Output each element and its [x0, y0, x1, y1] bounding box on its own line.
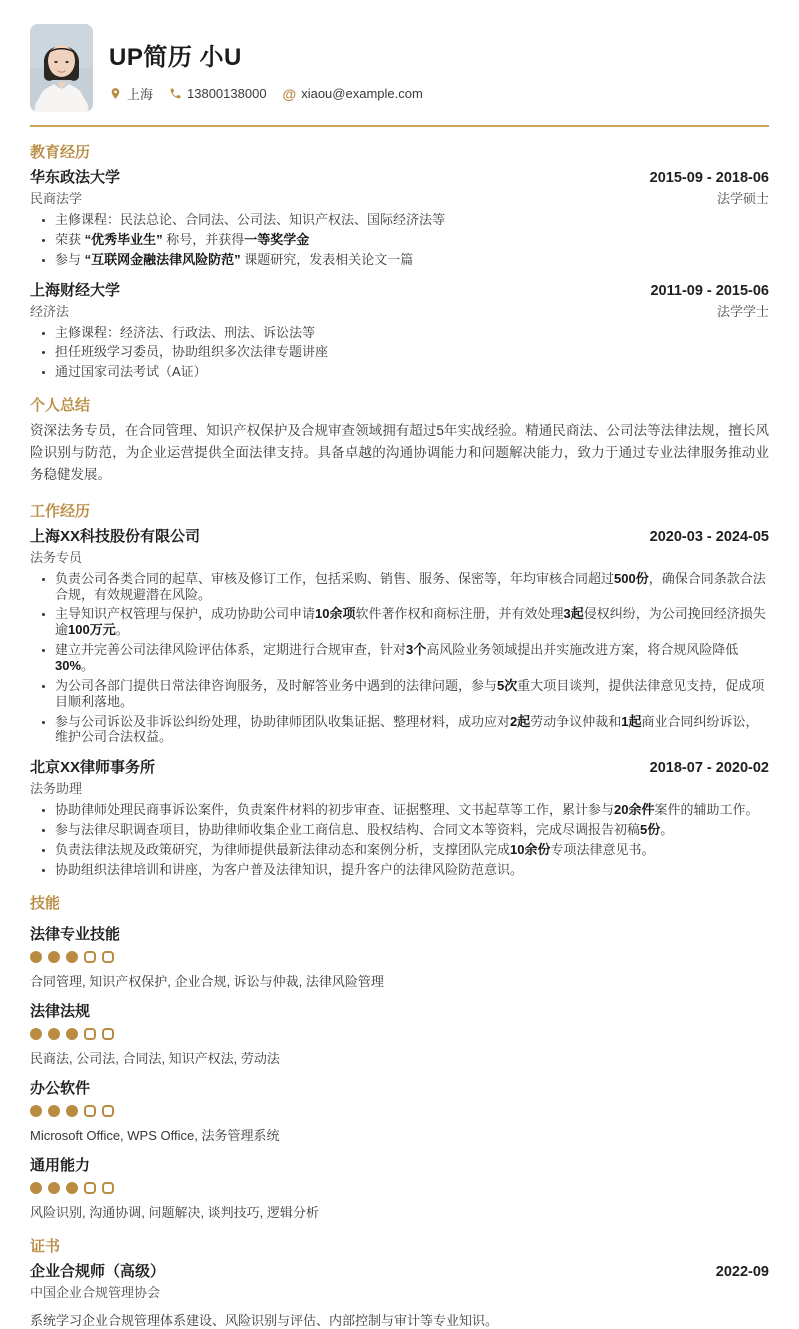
bullet-list	[30, 802, 769, 877]
bullet-text: 。	[660, 822, 674, 838]
contact-location	[109, 84, 153, 103]
section-title-skills: 技能	[30, 894, 61, 912]
skill-dot-filled-icon	[66, 1105, 78, 1117]
work-entries	[30, 525, 769, 878]
skill-dot-filled-icon	[66, 1182, 78, 1194]
skill-dot-empty-icon	[102, 951, 114, 963]
bullet-text: 为公司各部门提供日常法律咨询服务，及时解答业务中遇到的法律问题，参与	[55, 677, 498, 693]
skill-group	[30, 1077, 769, 1144]
section-summary	[30, 394, 769, 486]
entry-date: 2018-07 - 2020-02	[649, 760, 769, 777]
entry-subtitle: 中国企业合规管理协会	[30, 1284, 161, 1300]
education-entries	[30, 166, 769, 380]
bullet-item	[55, 571, 769, 603]
contact-phone	[169, 86, 267, 101]
entry-subtitle: 经济法	[30, 303, 70, 319]
skill-name: 法律专业技能	[30, 925, 121, 943]
bullet-list	[30, 325, 769, 381]
section-title-summary: 个人总结	[30, 397, 91, 415]
entry-title: 上海财经大学	[30, 281, 121, 299]
entry-head	[30, 279, 769, 300]
bullet-text: 协助组织法律培训和讲座，为客户普及法律知识，提升客户的法律风险防范意识。	[55, 861, 524, 877]
bullet-text: 。	[115, 622, 129, 638]
bullet-list	[30, 212, 769, 268]
experience-entry	[30, 166, 769, 268]
skill-level-indicator	[30, 951, 769, 963]
entry-subtitle-row	[30, 188, 769, 207]
entry-subtitle: 法务专员	[30, 549, 83, 565]
skill-name: 法律法规	[30, 1002, 91, 1020]
skill-dot-filled-icon	[48, 1182, 60, 1194]
entry-subtitle-row	[30, 547, 769, 566]
bullet-item	[55, 252, 769, 268]
contact-email	[283, 86, 423, 101]
bullet-item	[55, 862, 769, 878]
bullet-text: 专项法律意见书。	[550, 842, 655, 858]
experience-entry	[30, 756, 769, 877]
bullet-text: ，确保合同条款合法合规，有效规避潜在风险。	[55, 570, 766, 602]
bullet-highlight: “优秀毕业生”	[84, 231, 163, 247]
skill-dot-filled-icon	[30, 1182, 42, 1194]
skill-dot-empty-icon	[84, 1105, 96, 1117]
skill-dot-empty-icon	[84, 1182, 96, 1194]
bullet-highlight: “互联网金融法律风险防范”	[84, 251, 241, 267]
entry-subtitle-row	[30, 778, 769, 797]
bullet-item	[55, 822, 769, 838]
bullet-item	[55, 842, 769, 858]
contact-row	[109, 84, 423, 103]
location-pin-icon	[109, 87, 122, 100]
entry-subtitle: 民商法学	[30, 191, 83, 206]
phone-icon	[169, 87, 182, 100]
bullet-text: 课题研究，发表相关论文一篇	[240, 251, 414, 267]
section-certificates	[30, 1235, 769, 1329]
skill-dot-filled-icon	[66, 951, 78, 963]
skill-dot-filled-icon	[30, 951, 42, 963]
skill-group	[30, 1154, 769, 1221]
skill-dot-filled-icon	[66, 1028, 78, 1040]
bullet-text: 参与	[55, 251, 85, 267]
entry-subtitle-row	[30, 301, 769, 320]
bullet-text: 高风险业务领域提出并实施改进方案，将合规风险降低	[426, 642, 739, 658]
bullet-text: 参与法律尽职调查项目，协助律师收集企业工商信息、股权结构、合同文本等资料，完成尽调报告初稿	[55, 822, 641, 838]
bullet-item	[55, 325, 769, 341]
entry-title: 北京XX律师事务所	[30, 759, 156, 777]
location-text: 上海	[127, 87, 154, 102]
bullet-highlight: 一等奖学金	[244, 231, 310, 247]
bullet-text: 主修课程：民法总论、合同法、公司法、知识产权法、国际经济法等	[55, 212, 446, 227]
resume-header	[30, 24, 769, 112]
bullet-highlight: 10余项	[315, 606, 356, 622]
skill-dot-empty-icon	[102, 1105, 114, 1117]
bullet-text: 。	[81, 658, 95, 674]
entry-subtitle: 法务助理	[30, 781, 83, 797]
bullet-text: 担任班级学习委员，协助组织多次法律专题讲座	[55, 344, 329, 360]
skill-dot-empty-icon	[84, 951, 96, 963]
entry-head	[30, 1260, 769, 1281]
experience-entry	[30, 525, 769, 746]
profile-photo	[30, 24, 93, 112]
bullet-item	[55, 232, 769, 248]
skill-dot-filled-icon	[48, 951, 60, 963]
entry-head	[30, 166, 769, 187]
bullet-list	[30, 571, 769, 746]
bullet-highlight: 3起	[563, 606, 584, 622]
skill-items: 风险识别, 沟通协调, 问题解决, 谈判技巧, 逻辑分析	[30, 1204, 319, 1220]
section-title-certificates: 证书	[30, 1237, 61, 1255]
skill-items: 合同管理, 知识产权保护, 企业合规, 诉讼与仲裁, 法律风险管理	[30, 973, 384, 989]
section-work	[30, 500, 769, 878]
bullet-highlight: 5次	[497, 677, 518, 693]
bullet-text: 负责公司各类合同的起草、审核及修订工作，包括采购、销售、服务、保密等，年均审核合同超过	[55, 570, 615, 586]
bullet-item	[55, 678, 769, 710]
skill-name: 办公软件	[30, 1079, 91, 1097]
skill-dot-empty-icon	[102, 1028, 114, 1040]
section-title-work: 工作经历	[30, 502, 91, 520]
skill-dot-filled-icon	[30, 1105, 42, 1117]
bullet-item	[55, 344, 769, 360]
entry-description: 系统学习企业合规管理体系建设、风险识别与评估、内部控制与审计等专业知识。	[30, 1312, 499, 1328]
bullet-item	[55, 606, 769, 638]
bullet-text: 主修课程：经济法、行政法、刑法、诉讼法等	[55, 324, 316, 340]
bullet-highlight: 2起	[510, 713, 531, 729]
bullet-text: 软件著作权和商标注册，并有效处理	[355, 606, 564, 622]
entry-subtitle-row	[30, 1282, 769, 1301]
bullet-item	[55, 642, 769, 674]
bullet-highlight: 5份	[640, 822, 661, 838]
skill-group	[30, 1000, 769, 1067]
experience-entry	[30, 1260, 769, 1329]
skill-level-indicator	[30, 1105, 769, 1117]
header-text-block	[109, 33, 423, 103]
section-education	[30, 141, 769, 380]
entry-title: 华东政法大学	[30, 169, 121, 186]
skill-items: 民商法, 公司法, 合同法, 知识产权法, 劳动法	[30, 1050, 280, 1066]
skill-dot-filled-icon	[48, 1105, 60, 1117]
entry-date: 2015-09 - 2018-06	[649, 170, 769, 186]
bullet-text: 重大项目谈判，提供法律意见支持，促成项目顺利落地。	[55, 677, 765, 709]
at-sign-icon: @	[282, 85, 297, 102]
certificate-entries	[30, 1260, 769, 1329]
entry-degree: 法学硕士	[716, 191, 769, 206]
bullet-highlight: 500份	[614, 570, 649, 586]
email-text: xiaou@example.com	[301, 86, 423, 101]
bullet-item	[55, 364, 769, 380]
phone-text: 13800138000	[187, 86, 267, 101]
bullet-text: 案件的辅助工作。	[654, 802, 759, 818]
experience-entry	[30, 279, 769, 381]
bullet-text: 劳动争议仲裁和	[530, 713, 622, 729]
bullet-highlight: 20余件	[614, 802, 655, 818]
bullet-text: 负责法律法规及政策研究，为律师提供最新法律动态和案例分析，支撑团队完成	[55, 842, 511, 858]
bullet-highlight: 3个	[406, 642, 427, 658]
bullet-highlight: 30%	[55, 658, 82, 674]
bullet-item	[55, 714, 769, 746]
entry-date: 2022-09	[715, 1263, 769, 1280]
bullet-highlight: 100万元	[68, 622, 116, 638]
summary-text: 资深法务专员，在合同管理、知识产权保护及合规审查领域拥有超过5年实战经验。精通民商法、公司法等法律法规，擅长风险识别与防范，为企业运营提供全面法律支持。具备卓越的沟通协调能力和问题解决能力，致力于通过专业法律服务推动业务稳健发展。	[30, 423, 769, 482]
bullet-text: 称号，并获得	[162, 231, 245, 247]
bullet-item	[55, 802, 769, 818]
candidate-name: UP简历 小U	[109, 44, 242, 71]
bullet-text: 商业合同纠纷诉讼，维护公司合法权益。	[55, 713, 759, 745]
bullet-text: 主导知识产权管理与保护，成功协助公司申请	[55, 606, 316, 622]
section-skills	[30, 892, 769, 1221]
skill-dot-empty-icon	[102, 1182, 114, 1194]
skill-group	[30, 923, 769, 990]
skill-items: Microsoft Office, WPS Office, 法务管理系统	[30, 1127, 280, 1143]
entry-date: 2011-09 - 2015-06	[650, 282, 769, 299]
skill-groups	[30, 923, 769, 1221]
bullet-highlight: 10余份	[510, 842, 551, 858]
skill-name: 通用能力	[30, 1156, 91, 1174]
bullet-text: 建立并完善公司法律风险评估体系，定期进行合规审查，针对	[55, 642, 407, 658]
skill-dot-filled-icon	[48, 1028, 60, 1040]
profile-photo-image	[30, 24, 93, 112]
bullet-text: 侵权纠纷，为公司挽回经济损失逾	[55, 606, 766, 638]
entry-title: 企业合规师（高级）	[30, 1262, 166, 1280]
header-divider	[30, 125, 769, 127]
skill-dot-empty-icon	[84, 1028, 96, 1040]
skill-level-indicator	[30, 1028, 769, 1040]
entry-degree: 法学学士	[716, 303, 769, 319]
bullet-text: 通过国家司法考试（A证）	[55, 364, 207, 380]
bullet-text: 荣获	[55, 231, 85, 247]
entry-head	[30, 756, 769, 777]
entry-title: 上海XX科技股份有限公司	[30, 527, 201, 545]
bullet-highlight: 1起	[621, 713, 642, 729]
bullet-text: 参与公司诉讼及非诉讼纠纷处理，协助律师团队收集证据、整理材料，成功应对	[55, 713, 511, 729]
bullet-text: 协助律师处理民商事诉讼案件，负责案件材料的初步审查、证据整理、文书起草等工作，累计参与	[55, 802, 615, 818]
skill-dot-filled-icon	[30, 1028, 42, 1040]
skill-level-indicator	[30, 1182, 769, 1194]
section-title-education: 教育经历	[30, 144, 91, 161]
entry-head	[30, 525, 769, 546]
bullet-item	[55, 212, 769, 228]
entry-date: 2020-03 - 2024-05	[649, 528, 769, 545]
